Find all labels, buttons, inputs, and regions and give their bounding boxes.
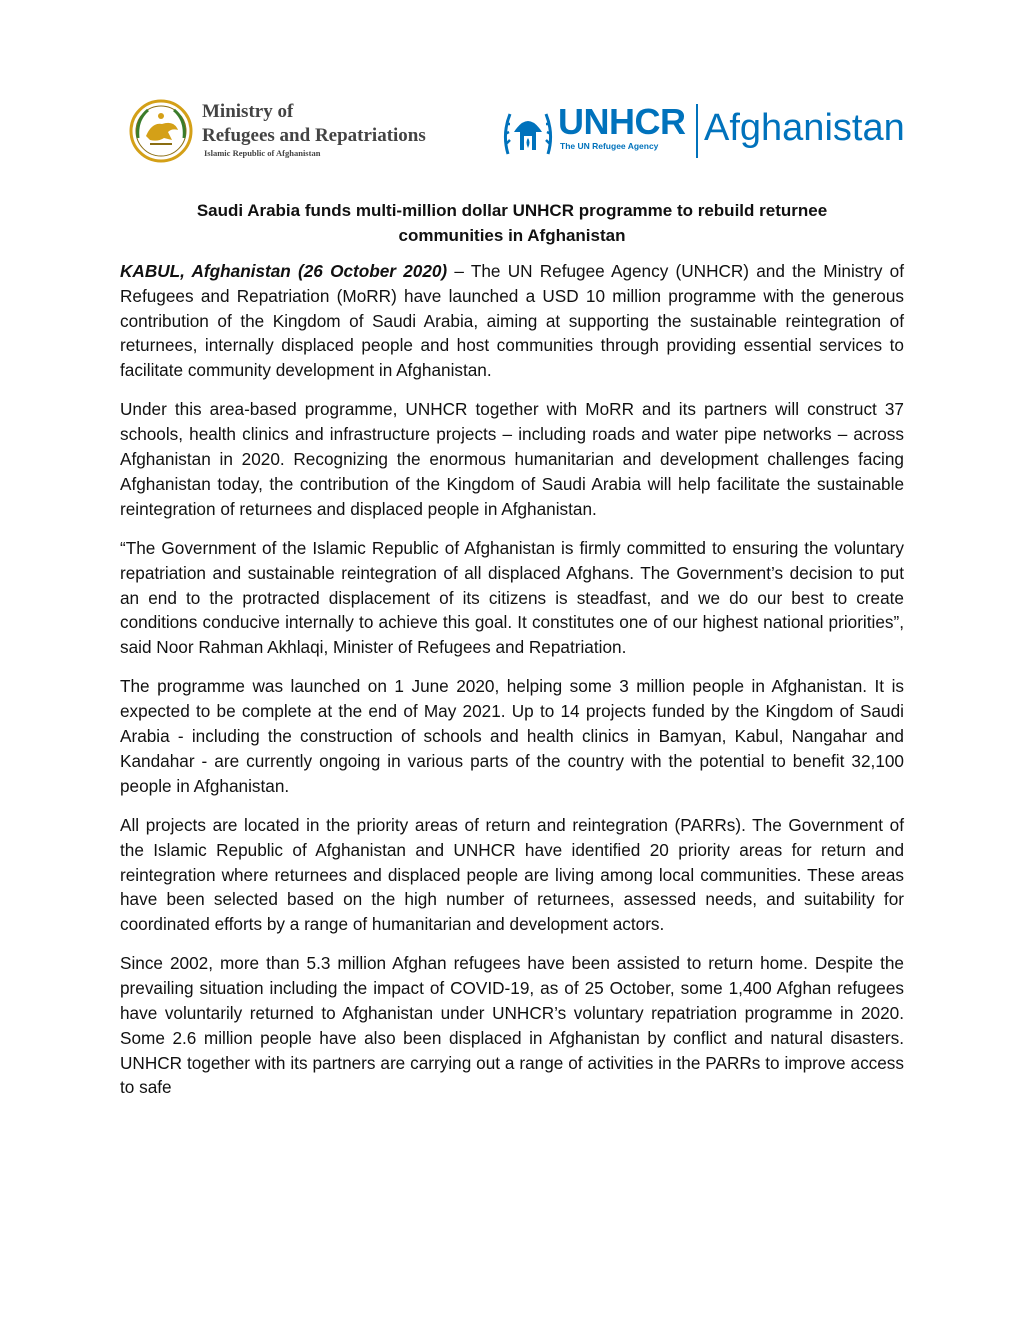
unhcr-emblem-icon <box>500 104 556 158</box>
dateline: KABUL, Afghanistan (26 October 2020) <box>120 261 448 281</box>
unhcr-wordmark: UNHCR <box>558 101 686 142</box>
ministry-name-line1: Ministry of <box>202 101 294 122</box>
ministry-name <box>202 100 426 148</box>
unhcr-tagline: The UN Refugee Agency <box>560 141 659 151</box>
ministry-logo <box>128 96 473 166</box>
paragraph-2: Under this area-based programme, UNHCR together with MoRR and its partners will construct 37 schools, health clinics and infrastructure projects – including roads and water pipe networks – across Afghanistan in 2020. Recognizing the enormous humanitarian and development challenges facing Afghanistan today, the contribution of the Kingdom of Saudi Arabia will help facilitate the sustainable reintegration of returnees and displaced people in Afghanistan. <box>120 399 904 519</box>
ministry-subtitle: Islamic Republic of Afghanistan <box>204 148 321 158</box>
title-line1: Saudi Arabia funds multi-million dollar UNHCR programme to rebuild returnee <box>196 201 828 220</box>
paragraph-1-text: – The UN Refugee Agency (UNHCR) and the Ministry of Refugees and Repatriation (MoRR) have launched a USD 10 million programme with the generous contribution of the Kingdom of Saudi Arabia, aiming at supporting the sustainable reintegration of returnees, internally displaced people and host communities through providing essential services to facilitate community development in Afghanistan. <box>120 261 905 381</box>
paragraph-1 <box>120 259 904 383</box>
paragraph-5: All projects are located in the priority areas of return and reintegration (PARRs). The Government of the Islamic Republic of Afghanistan and UNHCR have identified 20 priority areas for return and reintegration where returnees and displaced people are living among local communities. These areas have been selected based on the high number of returnees, assessed needs, and suitability for coordinated efforts by a range of humanitarian and development actors. <box>120 814 904 935</box>
ministry-name-line2: Refugees and Repatriations <box>202 125 426 146</box>
ministry-emblem-icon <box>128 98 194 164</box>
paragraph-3: “The Government of the Islamic Republic of Afghanistan is firmly committed to ensuring the voluntary repatriation and sustainable reintegration of all displaced Afghans. The Government’s decision to put an end to the protracted displacement of its citizens is steadfast, and we do our best to create conditions conducive internally to achieve this goal. It constitutes one of our highest national priorities”, said Noor Rahman Akhlaqi, Minister of Refugees and Repatriation. <box>120 537 904 658</box>
unhcr-logo <box>500 101 930 164</box>
title-line2: communities in Afghanistan <box>398 226 626 245</box>
logo-divider <box>696 104 698 158</box>
press-release-title <box>120 198 904 248</box>
paragraph-6: Since 2002, more than 5.3 million Afghan refugees have been assisted to return home. Despite the prevailing situation including the impact of COVID-19, as of 25 October, some 1,400 Afghan refugees have voluntarily returned to Afghanistan under UNHCR’s voluntary repatriation programme in 2020. Some 2.6 million people have also been displaced in Afghanistan by conflict and natural disasters. UNHCR together with its partners are carrying out a range of activities in the PARRs to improve access to safe <box>120 953 904 1098</box>
unhcr-country: Afghanistan <box>704 107 905 149</box>
letterhead <box>128 96 928 166</box>
article-body <box>120 259 904 1115</box>
paragraph-4: The programme was launched on 1 June 2020, helping some 3 million people in Afghanistan. It is expected to be complete at the end of May 2021. Up to 14 projects funded by the Kingdom of Saudi Arabia - including the construction of schools and health clinics in Bamyan, Kabul, Nangahar and Kandahar - are currently ongoing in various parts of the country with the potential to benefit 32,100 people in Afghanistan. <box>120 676 904 796</box>
